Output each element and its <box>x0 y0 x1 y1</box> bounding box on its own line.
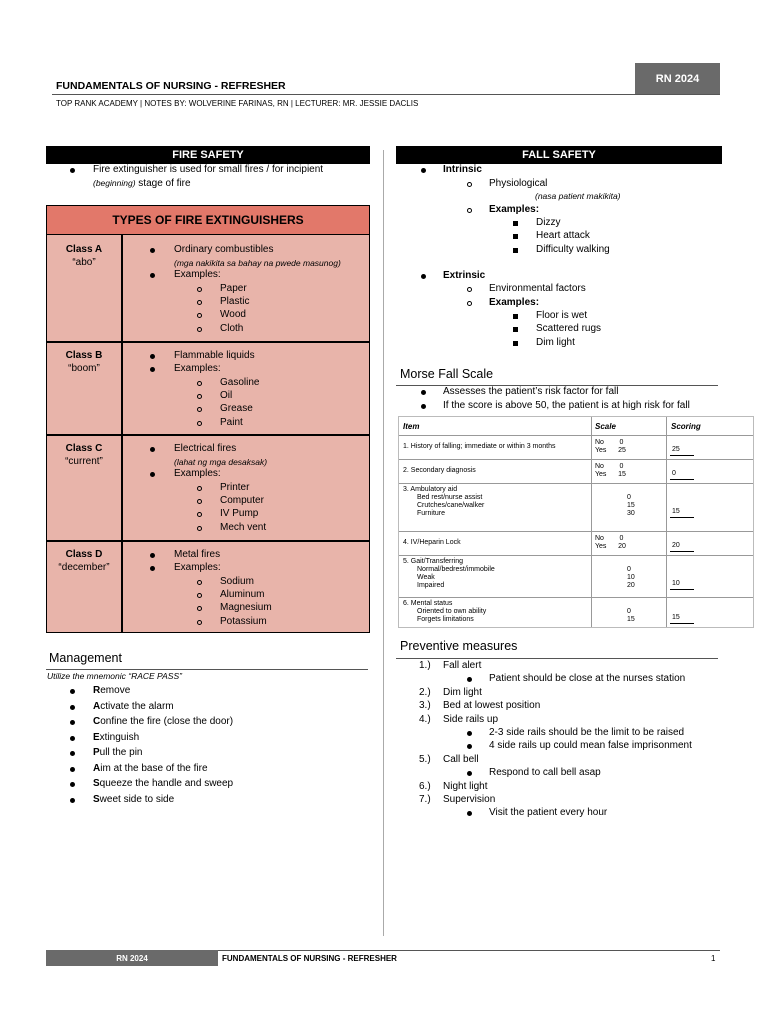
morse-scale: 20 <box>627 582 635 589</box>
example-item: Gasoline <box>220 376 260 388</box>
morse-sub-item: Weak <box>417 574 435 581</box>
bullet <box>150 472 155 477</box>
morse-sub-item: Crutches/cane/walker <box>417 502 485 509</box>
square-bullet <box>513 221 518 226</box>
morse-item: 6. Mental status <box>403 600 453 607</box>
example-item: Printer <box>220 481 250 493</box>
morse-item: 1. History of falling; immediate or within 3 months <box>403 443 556 450</box>
mnemonic-letter: E <box>93 731 100 743</box>
preventive-item: Side rails up <box>443 713 499 725</box>
document-title: FUNDAMENTALS OF NURSING - REFRESHER <box>56 80 286 92</box>
preventive-number: 5.) <box>419 753 431 765</box>
morse-scale: No 0 <box>595 535 624 542</box>
intrinsic-examples-label: Examples: <box>489 204 540 215</box>
morse-item: 2. Secondary diagnosis <box>403 467 476 474</box>
example-item: Paint <box>220 416 243 428</box>
bullet <box>70 705 75 710</box>
morse-scale: 15 <box>627 502 635 509</box>
score-underline <box>670 623 694 624</box>
bullet <box>150 248 155 253</box>
fire-intro-italic: (beginning) <box>93 178 136 188</box>
extrinsic-examples-label: Examples: <box>489 297 540 308</box>
square-bullet <box>513 248 518 253</box>
morse-scale: Yes 20 <box>595 543 626 550</box>
example-item: Oil <box>220 389 233 401</box>
bullet <box>150 367 155 372</box>
morse-scale: 0 <box>627 566 631 573</box>
preventive-number: 2.) <box>419 686 431 698</box>
bullet <box>467 771 472 776</box>
morse-row-divider <box>399 531 753 532</box>
mnemonic-note: Utilize the mnemonic “RACE PASS” <box>47 671 182 681</box>
preventive-sub-item: 2-3 side rails should be the limit to be raised <box>489 727 685 738</box>
circle-bullet <box>197 486 202 491</box>
morse-point-1: Assesses the patient’s risk factor for fall <box>443 386 619 397</box>
morse-score: 20 <box>672 542 680 549</box>
class-name: Class C <box>65 443 103 454</box>
morse-header-scale: Scale <box>595 422 616 431</box>
morse-item: 5. Gait/Transferring <box>403 558 464 565</box>
fire-intro-line2 <box>93 178 191 189</box>
circle-bullet <box>467 182 472 187</box>
morse-header-scoring: Scoring <box>671 422 701 431</box>
circle-bullet <box>197 499 202 504</box>
bullet <box>150 354 155 359</box>
circle-bullet <box>197 580 202 585</box>
class-type: Electrical fires <box>174 443 237 454</box>
extinguisher-table-title: TYPES OF FIRE EXTINGUISHERS <box>47 206 369 235</box>
bullet <box>150 553 155 558</box>
class-type: Metal fires <box>174 549 221 560</box>
morse-col-divider <box>666 417 667 627</box>
footer-rule <box>218 950 720 951</box>
bullet <box>70 767 75 772</box>
header-rule <box>52 94 720 95</box>
preventive-item: Call bell <box>443 753 479 765</box>
class-name: Class B <box>65 350 103 361</box>
morse-scale: 30 <box>627 510 635 517</box>
preventive-number: 1.) <box>419 660 431 671</box>
preventive-number: 4.) <box>419 713 431 725</box>
mnemonic-letter: R <box>93 685 101 696</box>
class-nickname: “december” <box>58 562 110 573</box>
circle-bullet <box>197 407 202 412</box>
morse-sub-item: Oriented to own ability <box>417 608 487 615</box>
morse-score: 25 <box>672 446 680 453</box>
header-badge: RN 2024 <box>635 63 720 94</box>
morse-row-divider <box>399 435 753 436</box>
morse-item: 3. Ambulatory aid <box>403 486 458 493</box>
mnemonic-letter: A <box>93 700 101 712</box>
bullet <box>70 798 75 803</box>
class-nickname: “current” <box>65 456 103 467</box>
preventive-item: Supervision <box>443 794 496 805</box>
preventive-item: Fall alert <box>443 660 482 671</box>
example-item: IV Pump <box>220 508 259 520</box>
circle-bullet <box>197 620 202 625</box>
circle-bullet <box>467 287 472 292</box>
preventive-sub-item: 4 side rails up could mean false imprisonment <box>489 740 692 752</box>
example-item: Scattered rugs <box>536 323 602 335</box>
morse-sub-item: Impaired <box>417 582 445 589</box>
mnemonic-letter: P <box>93 747 100 758</box>
square-bullet <box>513 314 518 319</box>
square-bullet <box>513 341 518 346</box>
example-item: Floor is wet <box>536 310 588 321</box>
circle-bullet <box>197 526 202 531</box>
mnemonic-item <box>93 778 233 789</box>
bullet <box>421 274 426 279</box>
bullet <box>70 689 75 694</box>
bullet <box>421 404 426 409</box>
morse-point-2: If the score is above 50, the patient is at high risk for fall <box>443 400 690 411</box>
column-divider <box>383 150 384 936</box>
morse-header-item: Item <box>403 422 420 431</box>
mnemonic-text: onfine the fire (close the door) <box>100 716 234 727</box>
morse-scale: Yes 25 <box>595 447 626 454</box>
morse-col-divider <box>591 417 592 627</box>
score-underline <box>670 589 694 590</box>
morse-score: 10 <box>672 580 680 587</box>
circle-bullet <box>197 327 202 332</box>
square-bullet <box>513 234 518 239</box>
bullet <box>70 751 75 756</box>
score-underline <box>670 517 694 518</box>
mnemonic-text: ctivate the alarm <box>100 700 174 712</box>
preventive-title: Preventive measures <box>400 639 518 653</box>
mnemonic-text: im at the base of the fire <box>100 762 208 774</box>
example-item: Potassium <box>220 615 267 627</box>
preventive-sub-item: Patient should be close at the nurses station <box>489 673 686 685</box>
examples-label: Examples: <box>174 269 221 280</box>
examples-label: Examples: <box>174 363 221 374</box>
intrinsic-sub: Physiological <box>489 178 548 189</box>
example-item: Wood <box>220 309 246 321</box>
example-item: Sodium <box>220 575 254 587</box>
circle-bullet <box>467 208 472 213</box>
extinguisher-table <box>46 205 370 633</box>
fire-safety-header: FIRE SAFETY <box>46 146 370 164</box>
management-rule <box>46 669 368 670</box>
extrinsic-label: Extrinsic <box>443 270 486 281</box>
morse-row-divider <box>399 597 753 598</box>
table-row-divider <box>47 341 369 343</box>
preventive-number: 7.) <box>419 794 431 805</box>
mnemonic-letter: S <box>93 793 100 805</box>
bullet <box>421 390 426 395</box>
examples-label: Examples: <box>174 562 221 573</box>
example-item: Difficulty walking <box>536 243 610 255</box>
preventive-item: Dim light <box>443 686 482 698</box>
mnemonic-letter: S <box>93 778 100 789</box>
morse-title: Morse Fall Scale <box>400 367 494 381</box>
bullet <box>150 566 155 571</box>
mnemonic-letter: A <box>93 762 101 774</box>
class-name: Class A <box>65 244 103 255</box>
morse-scale: Yes 15 <box>595 471 626 478</box>
morse-sub-item: Furniture <box>417 510 446 517</box>
score-underline <box>670 551 694 552</box>
footer-title: FUNDAMENTALS OF NURSING - REFRESHER <box>222 954 397 963</box>
bullet <box>150 447 155 452</box>
morse-item: 4. IV/Heparin Lock <box>403 539 461 546</box>
class-name: Class D <box>65 549 103 560</box>
preventive-number: 3.) <box>419 700 431 712</box>
circle-bullet <box>197 313 202 318</box>
bullet <box>421 168 426 173</box>
morse-sub-item: Forgets limitations <box>417 616 474 623</box>
preventive-sub-item: Visit the patient every hour <box>489 807 608 819</box>
morse-sub-item: Normal/bedrest/immobile <box>417 566 495 573</box>
fall-safety-header: FALL SAFETY <box>396 146 722 164</box>
class-note: (lahat ng mga desaksak) <box>174 457 268 467</box>
table-row-divider <box>47 540 369 542</box>
score-underline <box>670 479 694 480</box>
mnemonic-text: queeze the handle and sweep <box>99 778 234 789</box>
bullet <box>467 811 472 816</box>
mnemonic-item <box>93 794 174 805</box>
morse-scale: 10 <box>627 574 635 581</box>
morse-score: 15 <box>672 614 680 621</box>
example-item: Dizzy <box>536 217 561 228</box>
morse-scale: 0 <box>627 608 631 615</box>
morse-fall-scale-table <box>398 416 754 628</box>
page-number: 1 <box>711 954 716 963</box>
circle-bullet <box>197 606 202 611</box>
preventive-number: 6.) <box>419 780 431 792</box>
square-bullet <box>513 327 518 332</box>
morse-row-divider <box>399 483 753 484</box>
morse-row-divider <box>399 459 753 460</box>
bullet <box>70 168 75 173</box>
bullet <box>70 720 75 725</box>
mnemonic-item <box>93 763 208 774</box>
intrinsic-note: (nasa patient makikita) <box>535 191 621 201</box>
circle-bullet <box>197 421 202 426</box>
circle-bullet <box>197 512 202 517</box>
bullet <box>70 736 75 741</box>
morse-scale: No 0 <box>595 439 624 446</box>
class-nickname: “abo” <box>72 257 96 268</box>
class-type: Flammable liquids <box>174 350 255 361</box>
example-item: Dim light <box>536 336 575 348</box>
example-item: Paper <box>220 282 247 294</box>
bullet <box>70 782 75 787</box>
example-item: Mech vent <box>220 521 267 533</box>
morse-score: 0 <box>672 470 676 477</box>
bullet <box>150 273 155 278</box>
bullet <box>467 677 472 682</box>
document-subtitle: TOP RANK ACADEMY | NOTES BY: WOLVERINE FARINAS, RN | LECTURER: MR. JESSIE DACLIS <box>56 99 419 108</box>
circle-bullet <box>467 301 472 306</box>
morse-sub-item: Bed rest/nurse assist <box>417 494 483 501</box>
example-item: Plastic <box>220 295 250 307</box>
mnemonic-item <box>93 747 142 758</box>
bullet <box>467 731 472 736</box>
mnemonic-text: xtinguish <box>99 731 140 743</box>
preventive-item: Night light <box>443 780 488 792</box>
mnemonic-text: emove <box>100 685 131 696</box>
circle-bullet <box>197 593 202 598</box>
table-row-divider <box>47 434 369 436</box>
mnemonic-item <box>93 701 174 712</box>
example-item: Grease <box>220 403 253 415</box>
example-item: Heart attack <box>536 230 590 242</box>
examples-label: Examples: <box>174 468 221 479</box>
morse-scale: No 0 <box>595 463 624 470</box>
footer-badge: RN 2024 <box>46 950 218 966</box>
mnemonic-text: ull the pin <box>99 747 143 758</box>
morse-score: 15 <box>672 508 680 515</box>
example-item: Computer <box>220 494 264 506</box>
preventive-item: Bed at lowest position <box>443 700 541 712</box>
intrinsic-label: Intrinsic <box>443 164 482 175</box>
example-item: Magnesium <box>220 602 272 614</box>
morse-scale: 0 <box>627 494 631 501</box>
bullet <box>467 744 472 749</box>
mnemonic-text: weet side to side <box>99 793 175 805</box>
preventive-sub-item: Respond to call bell asap <box>489 767 601 779</box>
class-nickname: “boom” <box>68 363 100 374</box>
score-underline <box>670 455 694 456</box>
mnemonic-item <box>93 685 130 696</box>
class-note: (mga nakikita sa bahay na pwede masunog) <box>174 258 341 268</box>
circle-bullet <box>197 287 202 292</box>
extrinsic-sub: Environmental factors <box>489 283 586 294</box>
preventive-rule <box>396 658 718 659</box>
management-title: Management <box>49 651 122 665</box>
fire-intro-line1: Fire extinguisher is used for small fires / for incipient <box>93 164 324 175</box>
mnemonic-item <box>93 716 233 727</box>
mnemonic-letter: C <box>93 716 101 727</box>
circle-bullet <box>197 300 202 305</box>
morse-row-divider <box>399 555 753 556</box>
circle-bullet <box>197 381 202 386</box>
class-type: Ordinary combustibles <box>174 244 274 255</box>
mnemonic-item <box>93 732 139 743</box>
fire-intro-rest: stage of fire <box>135 178 191 189</box>
example-item: Cloth <box>220 322 244 334</box>
example-item: Aluminum <box>220 588 265 600</box>
circle-bullet <box>197 394 202 399</box>
morse-scale: 15 <box>627 616 635 623</box>
